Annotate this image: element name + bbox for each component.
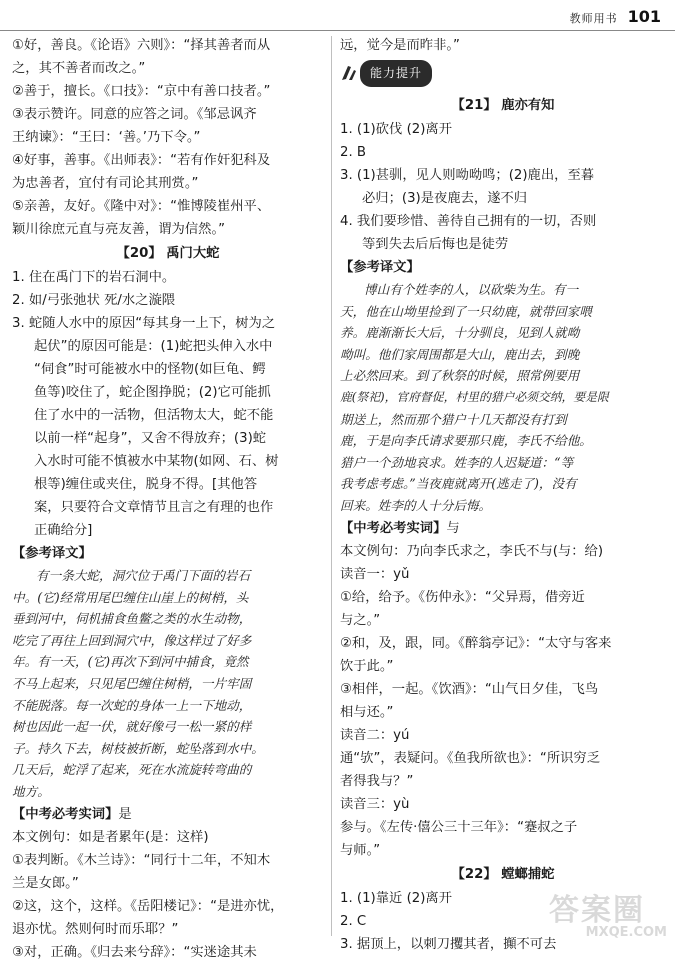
column-divider — [331, 36, 332, 936]
text-line: 饮于此。” — [340, 658, 394, 674]
key-word: 是 — [118, 806, 132, 822]
sense-2 — [12, 895, 324, 941]
text-line: 3. (1)甚驯，见人则呦呦鸣；(2)鹿出，至暮 — [340, 168, 595, 183]
answer-4 — [340, 210, 666, 256]
watermark-logo — [549, 893, 667, 942]
sense-4 — [340, 747, 666, 793]
text-line: 颖川徐庶元直与亮友善，谓为信然。” — [12, 222, 225, 237]
key-word-title: 【中考必考实词】 — [340, 520, 447, 536]
handwritten-line: 博山有个姓李的人，以砍柴为生。有一 — [364, 282, 579, 297]
handwritten-line: 上必然回来。到了秋祭的时候，照常例要用 — [340, 368, 580, 384]
text-line: 兰是女郎。” — [12, 875, 79, 891]
sense-1 — [340, 586, 666, 632]
text-line: 与师。” — [340, 842, 381, 858]
handwritten-line: 年。有一天，(它)再次下到河中捕食，竟然 — [12, 654, 249, 670]
text-line: 住了水中的一活物，但活物太大，蛇不能 — [34, 408, 274, 423]
handwritten-line: 不马上起来，只见尾巴缠住树梢，一片牢固 — [12, 675, 252, 691]
handwritten-line: 鹿，于是向李氏请求要那只鹿，李氏不给他。 — [340, 433, 592, 449]
sense-3 — [340, 678, 666, 724]
text-line: 必归；(3)是夜鹿去，遂不归 — [362, 191, 528, 206]
right-column — [340, 34, 666, 956]
text-line: 4. 我们要珍惜、善待自己拥有的一切，否则 — [340, 214, 597, 229]
sense-1 — [12, 849, 324, 895]
text-line: 退亦忧。然则何时而乐耶？” — [12, 921, 179, 937]
ability-banner — [340, 59, 666, 87]
text-line: 参与。《左传·僖公三十三年》：“蹇叔之子 — [340, 819, 578, 835]
reading-2: 读音二：yú — [340, 727, 410, 743]
key-word-heading — [340, 517, 666, 540]
section-title-21: 【21】 鹿亦有知 — [451, 98, 555, 113]
text-line: ①好，善良。《论语》六则》：“择其善者而从 — [12, 38, 271, 53]
watermark-text: 答案圈 — [549, 893, 645, 928]
header-rule — [0, 30, 675, 31]
example-sentence: 本文例句：如是者累年(是：这样) — [12, 829, 209, 845]
answer-3 — [12, 312, 324, 542]
handwritten-line: 鹿(祭祀)，官府督促，村里的猎户必须交纳，要是限 — [340, 389, 609, 404]
text-line: 案，只要符合文章情节且言之有理的也作 — [34, 500, 274, 515]
handwritten-line: 呦叫。他们家周围都是大山，鹿出去，到晚 — [340, 346, 580, 362]
left-column — [12, 34, 324, 964]
handwritten-line: 不能脱落。每一次蛇的身体一上一下地动， — [12, 697, 252, 713]
text-line: ②和，及，跟，同。《醉翁亭记》：“太守与客来 — [340, 635, 612, 651]
answer-2: 2. C — [340, 913, 367, 929]
key-word-title: 【中考必考实词】 — [12, 806, 119, 822]
page-number: 101 — [627, 7, 661, 26]
handwritten-line: 回来。姓李的人十分后悔。 — [340, 497, 492, 513]
sense-3: ③对，正确。《归去来兮辞》：“实迷途其未 — [12, 944, 257, 960]
text-line: 根等)缠住或夹住，脱身不得。[其他答 — [34, 477, 258, 492]
book-label: 教师用书 — [569, 12, 618, 25]
text-line: ②这，这个，这样。《岳阳楼记》：“是进亦忧， — [12, 898, 284, 914]
definition-1 — [12, 34, 324, 80]
key-word-heading — [12, 803, 324, 826]
handwritten-line: 几天后，蛇浮了起来，死在水流旋转弯曲的 — [12, 762, 252, 778]
text-line: 者得我与？” — [340, 773, 414, 789]
answer-3: 3. 据顶上，以刺刀攫其者，攧不可去 — [340, 936, 557, 952]
section-title-20: 【20】 禹门大蛇 — [116, 246, 220, 261]
watermark-url: MXQE.COM — [585, 925, 667, 940]
handwritten-line: 地方。 — [12, 783, 50, 799]
text-line: 正确给分] — [34, 523, 93, 538]
ability-banner-label: 能力提升 — [360, 60, 432, 87]
text-line: 起伏”的原因可能是：(1)蛇把头伸入水中 — [34, 339, 273, 354]
definition-5 — [12, 195, 324, 241]
continued-text: 远，觉今是而昨非。” — [340, 38, 460, 53]
handwritten-line: 子。持久下去，树枝被折断，蛇坠落到水中。 — [12, 740, 264, 756]
reference-translation-title: 【参考译文】 — [340, 260, 420, 275]
reading-1: 读音一：yǔ — [340, 566, 410, 582]
handwritten-line: 吃完了再往上回到洞穴中，像这样过了好多 — [12, 632, 252, 648]
page-header — [570, 6, 661, 26]
answer-1: 1. (1)砍伐 (2)离开 — [340, 122, 452, 137]
handwritten-line: 有一条大蛇，洞穴位于禹门下面的岩石 — [36, 568, 251, 583]
text-line: 王纳谏》：“王曰：‘善。’乃下令。” — [12, 130, 201, 145]
handwritten-line: 期送上，然而那个猎户十几天都没有打到 — [340, 411, 567, 427]
answer-3 — [340, 164, 666, 210]
definition-4 — [12, 149, 324, 195]
text-line: 为忠善者，宜付有司论其刑赏。” — [12, 176, 199, 191]
handwritten-line: 我考虑考虑。”当夜鹿就离开(逃走了)，没有 — [340, 476, 577, 492]
text-line: 之，其不善者而改之。” — [12, 61, 146, 76]
sense-2 — [340, 632, 666, 678]
handwritten-line: 猎户一个劲地哀求。姓李的人迟疑道：“等 — [340, 454, 574, 470]
text-line: 通“欤”，表疑问。《鱼我所欲也》：“所识穷乏 — [340, 750, 601, 766]
answer-2: 2. 如/弓张弛状 死/水之漩隈 — [12, 293, 176, 308]
handwritten-line: 天，他在山坳里捡到了一只幼鹿，就带回家喂 — [340, 303, 592, 319]
text-line: 以前一样“起身”，又舍不得放弃；(3)蛇 — [34, 431, 267, 446]
handwritten-line: 中。(它)经常用尾巴缠住山崖上的树梢，头 — [12, 589, 249, 605]
text-line: 相与还。” — [340, 704, 394, 720]
text-line: ④好事，善事。《出师表》：“若有作奸犯科及 — [12, 153, 271, 168]
reference-translation — [340, 279, 666, 517]
text-line: 3. 蛇随人水中的原因“每其身一上下，树为之 — [12, 316, 276, 331]
handwritten-line: 垂到河中，伺机捕食鱼鳖之类的水生动物， — [12, 611, 252, 627]
text-line: “伺食”时可能被水中的怪物(如巨龟、鳄 — [34, 362, 266, 377]
answer-1: 1. 住在禹门下的岩石洞中。 — [12, 270, 176, 285]
text-line: ①给，给予。《伤仲永》：“父异焉，借旁近 — [340, 589, 585, 605]
text-line: ①表判断。《木兰诗》：“同行十二年，不知木 — [12, 852, 271, 868]
text-line: ③相伴，一起。《饮酒》：“山气日夕佳，飞鸟 — [340, 681, 599, 697]
section-title-22: 【22】 螳螂捕蛇 — [451, 866, 555, 882]
handwritten-line: 养。鹿渐渐长大后，十分驯良，见到人就呦 — [340, 325, 580, 341]
brush-stroke-icon — [340, 64, 358, 82]
text-line: 鱼等)咬住了，蛇企图挣脱；(2)它可能抓 — [34, 385, 271, 400]
reading-3: 读音三：yù — [340, 796, 410, 812]
reference-translation — [12, 565, 324, 803]
key-word: 与 — [446, 520, 460, 536]
sense-5 — [340, 816, 666, 862]
handwritten-line: 树也因此一起一伏，就好像弓一松一紧的样 — [12, 719, 252, 735]
example-sentence: 本文例句：乃向李氏求之，李氏不与(与：给) — [340, 543, 604, 559]
text-line: ⑤亲善，友好。《隆中对》：“惟博陵崔州平、 — [12, 199, 271, 214]
answer-1: 1. (1)靠近 (2)离开 — [340, 890, 452, 906]
definition-2: ②善于，擅长。《口技》：“京中有善口技者。” — [12, 84, 271, 99]
answer-2: 2. B — [340, 145, 367, 160]
text-line: 等到失去后后悔也是徒劳 — [362, 237, 509, 252]
definition-3 — [12, 103, 324, 149]
reference-translation-title: 【参考译文】 — [12, 546, 92, 561]
text-line: 与之。” — [340, 612, 381, 628]
text-line: ③表示赞许。同意的应答之词。《邹忌讽齐 — [12, 107, 257, 122]
text-line: 入水时可能不慎被水中某物(如网、石、树 — [34, 454, 279, 469]
